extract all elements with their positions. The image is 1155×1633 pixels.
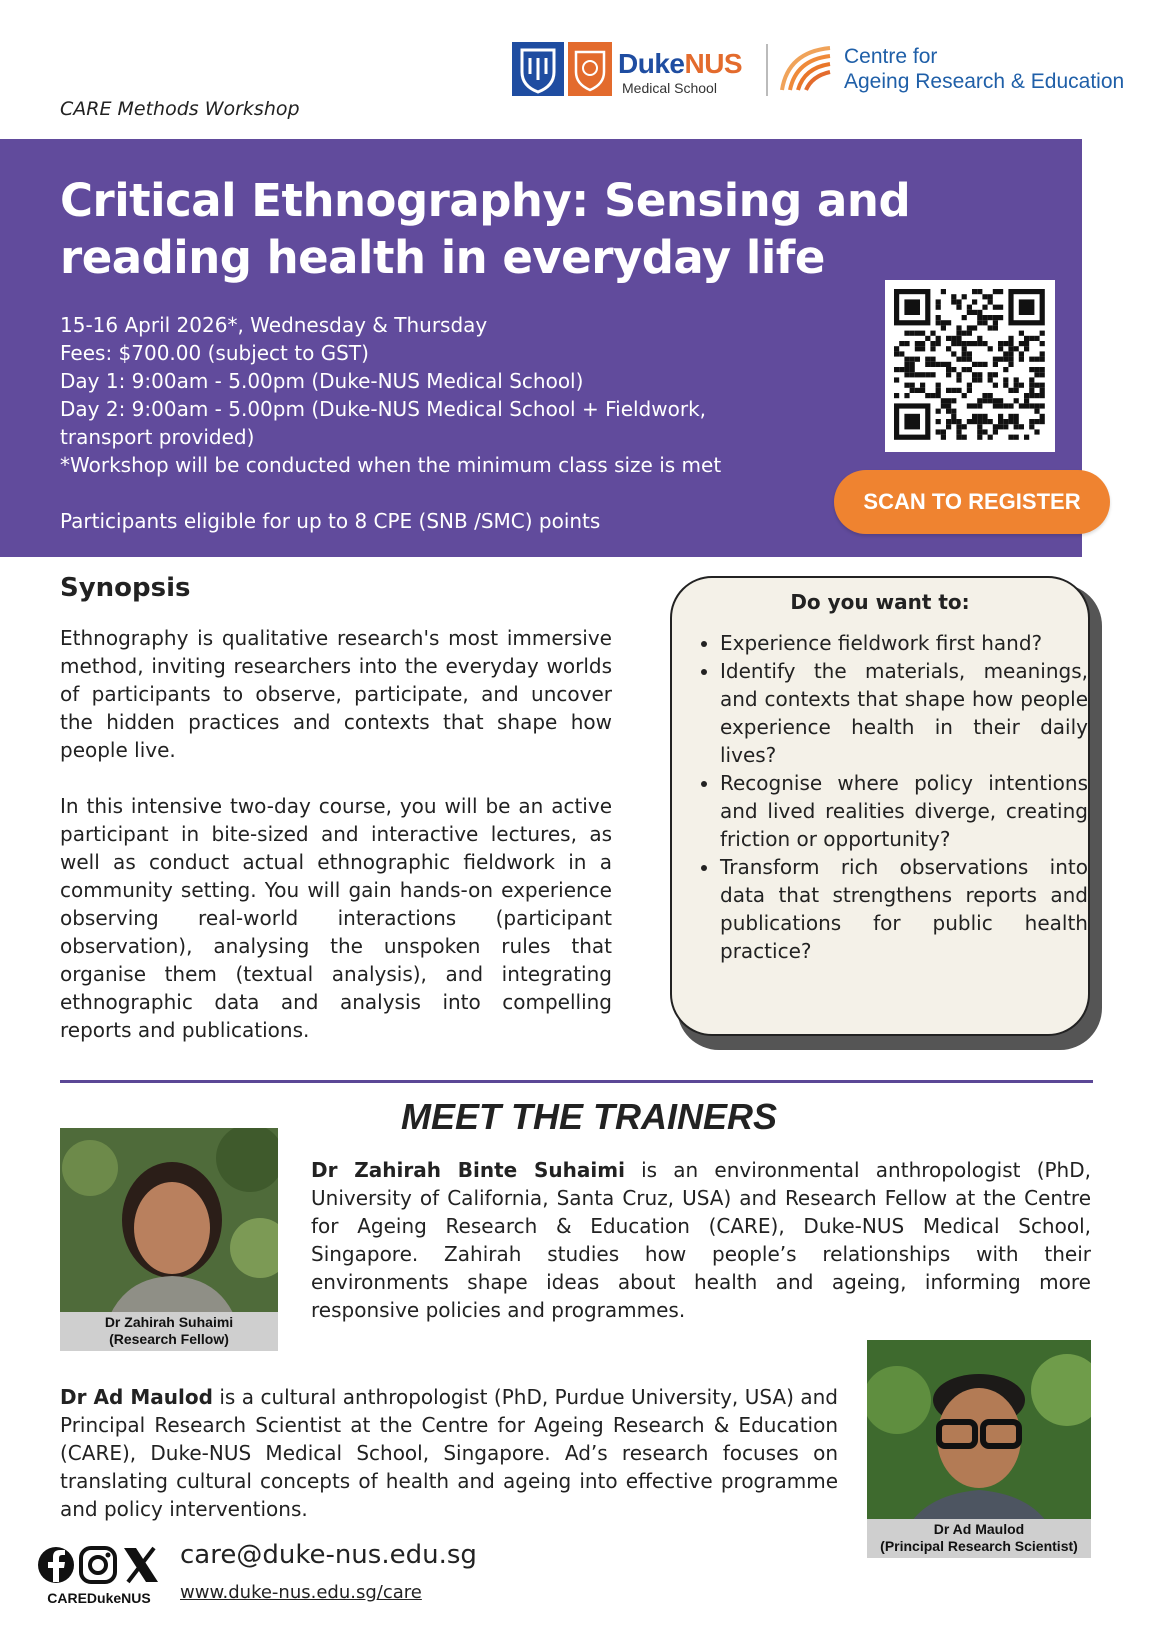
detail-day2-cont: transport provided) — [60, 425, 255, 449]
trainer2-name: Dr Ad Maulod — [60, 1385, 213, 1409]
detail-day2: Day 2: 9:00am - 5.00pm (Duke-NUS Medical School + Fieldwork, — [60, 397, 707, 421]
social-icons — [36, 1542, 162, 1588]
trainer1-photo — [60, 1128, 278, 1351]
list-item: • Recognise where policy intentions and lived realities diverge, creating friction or opportunity? — [720, 769, 1088, 853]
instagram-icon[interactable] — [81, 1548, 115, 1582]
duke-nus-wordmark: DukeNUS — [618, 48, 743, 79]
x-icon[interactable] — [124, 1548, 158, 1582]
synopsis-body — [60, 624, 612, 1072]
list-item: • Identify the materials, meanings, and contexts that shape how people experience health in their daily lives? — [720, 657, 1088, 769]
duke-shield-icon — [512, 42, 564, 96]
synopsis-paragraph: In this intensive two-day course, you will be an active participant in bite-sized and interactive lectures, as well as conduct actual ethnographic fieldwork in a community setting. You will gain hands-on experience observing real-world interactions (participant observation), analysing the unspoken rules that organise them (textual analysis), and integrating ethnographic data and analysis into compelling reports and publications. — [60, 794, 612, 1042]
detail-date: 15-16 April 2026*, Wednesday & Thursday — [60, 313, 488, 337]
care-logo-text: Centre for Ageing Research & Education — [844, 45, 1125, 93]
trainer1-bio: Dr Zahirah Binte Suhaimi is an environmental anthropologist (PhD, University of California, Santa Cruz, USA) and Research Fellow at the Centre for Ageing Research & Education (CARE), Duke-NUS Medical School, Singapore. Zahirah studies how people’s relationships with their environments shape ideas about health and ageing, informing more responsive policies and programmes. — [311, 1158, 1091, 1322]
trainer2-caption: Dr Ad Maulod (Principal Research Scientist) — [867, 1519, 1091, 1558]
trainer1-caption: Dr Zahirah Suhaimi (Research Fellow) — [60, 1312, 278, 1351]
contact-email[interactable]: care@duke-nus.edu.sg — [180, 1540, 477, 1570]
question-list — [692, 629, 1088, 965]
synopsis-heading: Synopsis — [60, 573, 191, 603]
trainer2-photo — [867, 1340, 1091, 1558]
facebook-icon[interactable] — [38, 1547, 74, 1583]
detail-day1: Day 1: 9:00am - 5.00pm (Duke-NUS Medical School) — [60, 369, 584, 393]
registration-qr-code[interactable] — [885, 280, 1055, 452]
scan-to-register-button[interactable]: SCAN TO REGISTER — [834, 470, 1110, 534]
duke-nus-logo — [512, 42, 744, 98]
trainers-heading: MEET THE TRAINERS — [400, 1096, 777, 1137]
detail-fees: Fees: $700.00 (subject to GST) — [60, 341, 369, 365]
cpe-note: Participants eligible for up to 8 CPE (SNB /SMC) points — [60, 509, 601, 533]
trainer1-name: Dr Zahirah Binte Suhaimi — [311, 1158, 625, 1182]
care-arcs-icon — [778, 44, 834, 94]
trainer2-bio: Dr Ad Maulod is a cultural anthropologist (PhD, Purdue University, USA) and Principal Research Scientist at the Centre for Ageing Research & Education (CARE), Duke-NUS Medical School, Singapore. Ad’s research focuses on translating cultural concepts of health and ageing into effective programme and policy interventions. — [60, 1385, 838, 1521]
event-details — [60, 311, 820, 479]
list-item: • Experience fieldwork first hand? — [720, 629, 1088, 657]
detail-note: *Workshop will be conducted when the minimum class size is met — [60, 453, 722, 477]
nus-crest-icon — [568, 42, 612, 96]
logo-divider — [766, 44, 768, 96]
page-title: Critical Ethnography: Sensing and reading health in everyday life — [60, 174, 911, 284]
list-item: • Transform rich observations into data that strengthens reports and publications for public health practice? — [720, 853, 1088, 965]
synopsis-paragraph: Ethnography is qualitative research's most immersive method, inviting researchers into the everyday worlds of participants to observe, participate, and uncover the hidden practices and contexts that shape how people live. — [60, 626, 612, 762]
website-link[interactable]: www.duke-nus.edu.sg/care — [180, 1582, 422, 1603]
question-box-heading: Do you want to: — [790, 590, 970, 614]
workshop-label: CARE Methods Workshop — [60, 98, 300, 120]
duke-nus-subtitle: Medical School — [622, 80, 717, 96]
section-divider — [60, 1080, 1093, 1083]
social-handle: CAREDukeNUS — [47, 1590, 151, 1606]
